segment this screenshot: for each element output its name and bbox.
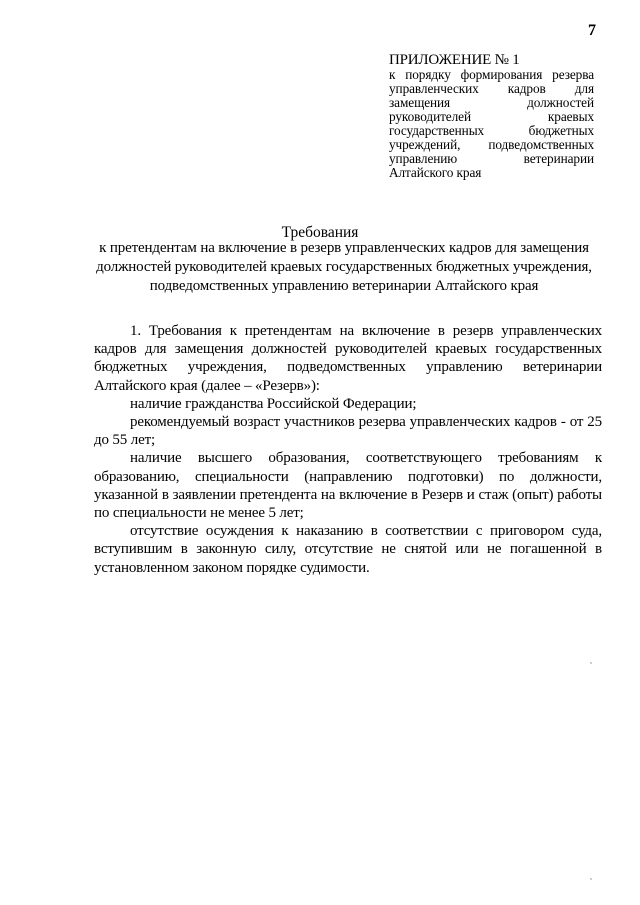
requirements-body	[94, 322, 602, 577]
scan-speck	[590, 878, 592, 880]
appendix-title: ПРИЛОЖЕНИЕ № 1	[389, 52, 520, 68]
requirement-no-conviction: отсутствие осуждения к наказанию в соответствии с приговором суда, вступившим в законную силу, отсутствие не снятой или не погашенной в установленном законом порядке судимости.	[94, 523, 602, 576]
requirement-age: рекомендуемый возраст участников резерва управленческих кадров - от 25 до 55 лет;	[94, 414, 602, 449]
appendix-body: к порядку формирования резерва управленческих кадров для замещения должностей руководителей краевых государственных бюджетных учреждений, подведомственных управлению ветеринарии Алтайского края	[389, 67, 594, 180]
requirement-citizenship: наличие гражданства Российской Федерации;	[130, 395, 417, 412]
document-heading: Требования	[281, 224, 359, 241]
page-number: 7	[588, 22, 596, 39]
requirements-intro-paragraph: 1. Требования к претендентам на включение в резерв управленческих кадров для замещения должностей руководителей краевых государственных бюджетных учреждения, подведомственных управлению ветеринарии Алтайского края (далее – «Резерв»):	[94, 323, 602, 394]
requirement-education: наличие высшего образования, соответствующего требованиям к образованию, специальности (направлению подготовки) по должности, указанной в заявлении претендента на включение в Резерв и стаж (опыт) работы по специальности не менее 5 лет;	[94, 450, 602, 522]
scan-speck	[590, 662, 592, 664]
document-subheading: к претендентам на включение в резерв управленческих кадров для замещения должностей руководителей краевых государственных бюджетных учреждения, подведомственных управлению ветеринарии Алтайского края	[96, 240, 592, 294]
appendix-block	[389, 52, 594, 180]
